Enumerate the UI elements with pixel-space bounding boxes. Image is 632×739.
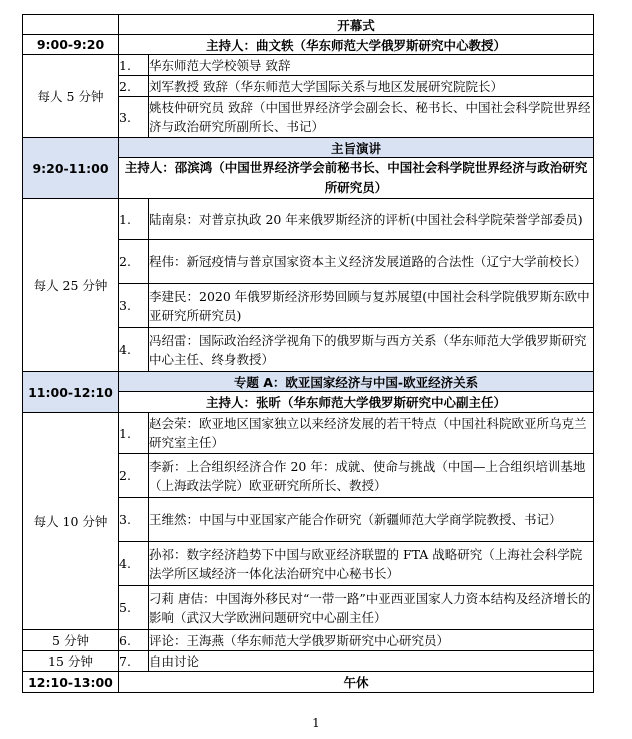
item-text: 李建民：2020 年俄罗斯经济形势回顾与复苏展望(中国社会科学院俄罗斯东欧中亚研究所研究员)	[149, 284, 594, 328]
topic-a-host: 主持人：张昕（华东师范大学俄罗斯研究中心副主任）	[119, 392, 594, 413]
keynote-title-row	[23, 138, 594, 158]
item-text: 姚枝仲研究员 致辞（中国世界经济学会副会长、秘书长、中国社会科学院世界经济与政治研究所副所长、书记）	[149, 97, 594, 138]
item-number: 4.	[119, 328, 149, 372]
item-number: 1.	[119, 199, 149, 240]
item-number: 5.	[119, 586, 149, 630]
discussion-row	[23, 651, 594, 672]
item-number: 3.	[119, 284, 149, 328]
item-text: 华东师范大学校领导 致辞	[149, 55, 594, 76]
item-text: 刘军教授 致辞（华东师范大学国际关系与地区发展研究院院长）	[149, 76, 594, 97]
item-text: 陆南泉：对普京执政 20 年来俄罗斯经济的评析(中国社会科学院荣誉学部委员)	[149, 199, 594, 240]
comment-row	[23, 630, 594, 651]
opening-duration: 每人 5 分钟	[23, 55, 119, 138]
opening-host: 主持人：曲文轶（华东师范大学俄罗斯研究中心教授）	[119, 35, 594, 55]
lunch-time: 12:10-13:00	[23, 672, 119, 693]
keynote-item-row	[23, 199, 594, 240]
item-number: 4.	[119, 542, 149, 586]
page-number: 1	[312, 716, 320, 730]
item-number: 1.	[119, 413, 149, 454]
schedule-table	[22, 14, 594, 693]
opening-item-row	[23, 55, 594, 76]
keynote-host: 主持人：邵滨鸿（中国世界经济学会前秘书长、中国社会科学院世界经济与政治研究所研究员）	[119, 158, 594, 199]
opening-title: 开幕式	[119, 15, 594, 35]
lunch-row	[23, 672, 594, 693]
item-number: 2.	[119, 240, 149, 284]
keynote-time: 9:20-11:00	[23, 138, 119, 199]
comment-duration: 5 分钟	[23, 630, 119, 651]
item-text: 冯绍雷：国际政治经济学视角下的俄罗斯与西方关系（华东师范大学俄罗斯研究中心主任、终身教授）	[149, 328, 594, 372]
item-number: 2.	[119, 454, 149, 498]
topic-a-item-row	[23, 413, 594, 454]
topic-a-duration: 每人 10 分钟	[23, 413, 119, 630]
keynote-title: 主旨演讲	[119, 138, 594, 158]
item-number: 2.	[119, 76, 149, 97]
item-text: 赵会荣：欧亚地区国家独立以来经济发展的若干特点（中国社科院欧亚所乌克兰研究室主任）	[149, 413, 594, 454]
item-number: 3.	[119, 498, 149, 542]
opening-title-row	[23, 15, 594, 35]
topic-a-title: 专题 A：欧亚国家经济与中国-欧亚经济关系	[119, 372, 594, 392]
item-number: 7.	[119, 651, 149, 672]
item-text: 程伟：新冠疫情与普京国家资本主义经济发展道路的合法性（辽宁大学前校长）	[149, 240, 594, 284]
lunch-label: 午休	[119, 672, 594, 693]
item-text: 刁莉 唐佶：中国海外移民对“一带一路”中亚西亚国家人力资本结构及经济增长的影响（武汉大学欧洲问题研究中心副主任）	[149, 586, 594, 630]
topic-a-time: 11:00-12:10	[23, 372, 119, 413]
item-text: 王维然：中国与中亚国家产能合作研究（新疆师范大学商学院教授、书记）	[149, 498, 594, 542]
comment-text: 评论：王海燕（华东师范大学俄罗斯研究中心研究员）	[149, 630, 594, 651]
opening-host-row	[23, 35, 594, 55]
item-text: 李新：上合组织经济合作 20 年：成就、使命与挑战（中国—上合组织培训基地（上海政法学院）欧亚研究所所长、教授）	[149, 454, 594, 498]
item-number: 3.	[119, 97, 149, 138]
item-number: 6.	[119, 630, 149, 651]
item-number: 1.	[119, 55, 149, 76]
discussion-text: 自由讨论	[149, 651, 594, 672]
keynote-duration: 每人 25 分钟	[23, 199, 119, 372]
discussion-duration: 15 分钟	[23, 651, 119, 672]
item-text: 孙祁：数字经济趋势下中国与欧亚经济联盟的 FTA 战略研究（上海社会科学院法学所区域经济一体化法治研究中心秘书长）	[149, 542, 594, 586]
opening-time: 9:00-9:20	[23, 35, 119, 55]
topic-a-title-row	[23, 372, 594, 392]
